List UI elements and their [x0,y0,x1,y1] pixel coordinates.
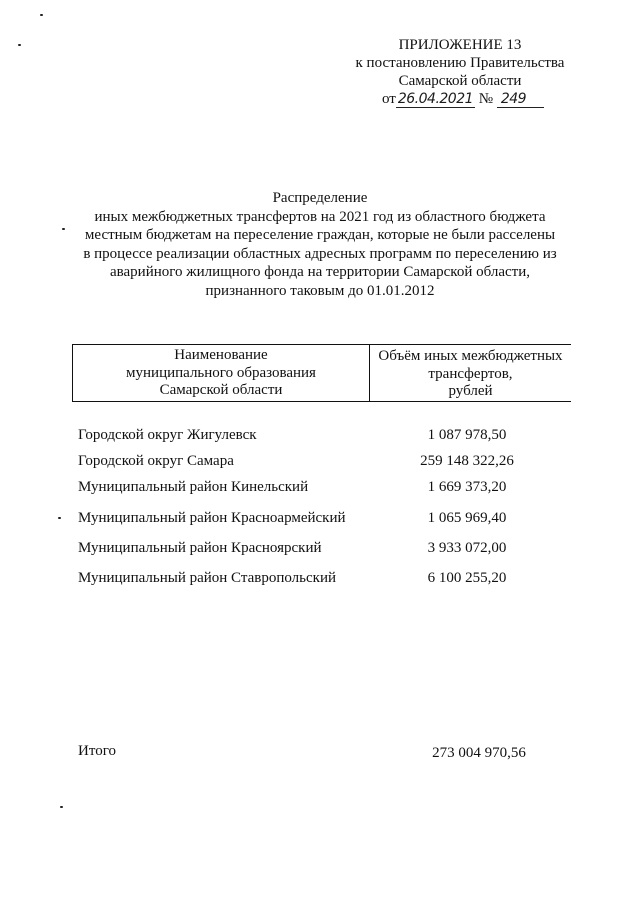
header-amount-text: трансфертов, [428,365,513,382]
municipality-name: Городской округ Самара [78,453,234,469]
appendix-region-line: Самарской области [398,73,522,89]
transfer-amount: 1 065 969,40 [427,510,507,526]
table-row [78,426,548,444]
transfer-amount: 3 933 072,00 [427,540,507,556]
document-title [60,189,580,301]
title-line: признанного таковым до 01.01.2012 [205,282,435,299]
header-name-text: муниципального образования [126,364,316,381]
header-name-text: Самарской области [159,382,283,398]
scan-speck [58,517,61,519]
title-line: в процессе реализации областных адресных программ по переселению из [83,245,557,262]
transfer-amount: 259 148 322,26 [420,453,514,469]
header-name-column [73,345,370,401]
handwritten-number: 249 [497,91,544,108]
total-amount: 273 004 970,56 [432,745,526,761]
title-line: иных межбюджетных трансфертов на 2021 год из областного бюджета [94,208,546,225]
scan-speck [60,806,63,808]
scan-speck [40,14,43,16]
table-header [72,344,571,402]
date-prefix: от [382,91,396,107]
table-row [78,539,548,557]
municipality-name: Муниципальный район Ставропольский [78,570,337,586]
appendix-decree-line: к постановлению Правительства [355,55,565,71]
appendix-date-number-line [340,90,580,108]
municipality-name: Муниципальный район Красноармейский [78,510,346,526]
number-prefix: № [478,91,494,107]
appendix-title: ПРИЛОЖЕНИЕ 13 [398,37,522,53]
header-amount-text: рублей [448,383,493,399]
table-row [78,478,548,496]
municipality-name: Муниципальный район Красноярский [78,540,322,556]
handwritten-date: 26.04.2021 [397,91,474,107]
table-row [78,509,548,527]
scan-speck [18,44,21,46]
header-amount-text: Объём иных межбюджетных [378,348,563,364]
municipality-name: Муниципальный район Кинельский [78,479,309,495]
transfer-amount: 1 087 978,50 [427,427,507,443]
header-name-text: Наименование [174,347,268,363]
title-line: местным бюджетам на переселение граждан, которые не были расселены [84,227,556,244]
transfer-amount: 6 100 255,20 [427,570,507,586]
title-heading: Распределение [272,190,368,206]
municipality-name: Городской округ Жигулевск [78,427,257,443]
table-row [78,452,548,470]
total-label: Итого [78,743,116,759]
title-line: аварийного жилищного фонда на территории Самарской области, [109,264,530,281]
header-amount-column [370,345,571,401]
appendix-block [340,36,580,108]
table-row [78,569,548,587]
transfer-amount: 1 669 373,20 [427,479,507,495]
